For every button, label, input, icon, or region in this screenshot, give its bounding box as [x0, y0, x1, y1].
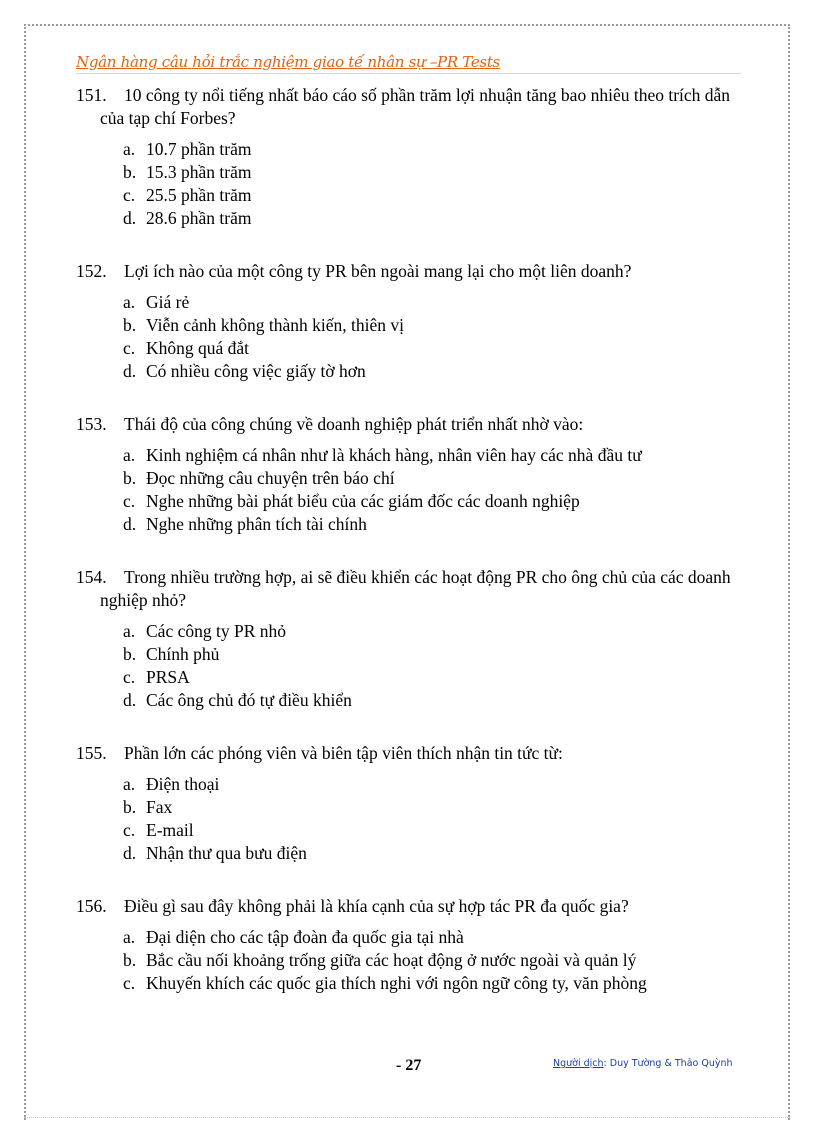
- option-letter: b.: [123, 162, 137, 182]
- option-letter: a.: [123, 445, 136, 465]
- answer-options: [76, 138, 751, 230]
- option-text: Giá rẻ: [146, 292, 190, 312]
- translator-label: Người dịch: [553, 1058, 604, 1069]
- answer-option: [123, 972, 751, 995]
- answer-option: [123, 643, 751, 666]
- page-number: - 27: [396, 1057, 422, 1074]
- question-text: 10 công ty nổi tiếng nhất báo cáo số phần trăm lợi nhuận tăng bao nhiêu theo trích dẫn của tạp chí Forbes?: [100, 85, 731, 128]
- option-letter: b.: [123, 797, 137, 817]
- option-letter: a.: [123, 927, 136, 947]
- answer-option: [123, 490, 751, 513]
- answer-option: [123, 337, 751, 360]
- page-header-title: Ngân hàng câu hỏi trắc nghiệm giao tế nhân sự –PR Tests: [76, 53, 741, 74]
- option-letter: d.: [123, 690, 137, 710]
- option-text: Đọc những câu chuyện trên báo chí: [146, 468, 395, 488]
- bottom-rule: [24, 1117, 790, 1118]
- question-text: Điều gì sau đây không phải là khía cạnh của sự hợp tác PR đa quốc gia?: [124, 896, 629, 916]
- answer-option: [123, 360, 751, 383]
- option-text: Nghe những bài phát biểu của các giám đốc các doanh nghiệp: [146, 491, 580, 511]
- answer-option: [123, 184, 751, 207]
- answer-option: [123, 842, 751, 865]
- question-stem: [76, 566, 751, 612]
- answer-options: [76, 291, 751, 383]
- question-text: Thái độ của công chúng về doanh nghiệp phát triển nhất nhờ vào:: [124, 414, 584, 434]
- option-text: Nghe những phân tích tài chính: [146, 514, 367, 534]
- option-text: Viễn cảnh không thành kiến, thiên vị: [146, 315, 404, 335]
- question-number: 154.: [76, 567, 107, 587]
- option-letter: b.: [123, 950, 137, 970]
- option-letter: b.: [123, 468, 137, 488]
- option-text: Đại diện cho các tập đoàn đa quốc gia tại nhà: [146, 927, 464, 947]
- option-text: 25.5 phần trăm: [146, 185, 252, 205]
- option-text: 10.7 phần trăm: [146, 139, 252, 159]
- option-text: Kinh nghiệm cá nhân như là khách hàng, nhân viên hay các nhà đầu tư: [146, 445, 642, 465]
- option-letter: c.: [123, 338, 136, 358]
- answer-option: [123, 666, 751, 689]
- option-text: Nhận thư qua bưu điện: [146, 843, 307, 863]
- option-text: Khuyến khích các quốc gia thích nghi với ngôn ngữ công ty, văn phòng: [146, 973, 647, 993]
- option-text: Điện thoại: [146, 774, 220, 794]
- question-stem: [76, 260, 751, 283]
- question-text: Phần lớn các phóng viên và biên tập viên thích nhận tin tức từ:: [124, 743, 563, 763]
- question-stem: [76, 84, 751, 130]
- question-number: 152.: [76, 261, 107, 281]
- answer-options: [76, 620, 751, 712]
- option-text: Có nhiều công việc giấy tờ hơn: [146, 361, 366, 381]
- answer-option: [123, 467, 751, 490]
- answer-options: [76, 444, 751, 536]
- answer-option: [123, 949, 751, 972]
- question-number: 155.: [76, 743, 107, 763]
- question-text: Trong nhiều trường hợp, ai sẽ điều khiển các hoạt động PR cho ông chủ của các doanh nghiệp nhỏ?: [100, 567, 731, 610]
- question-item: [76, 413, 751, 536]
- option-text: Bắc cầu nối khoảng trống giữa các hoạt động ở nước ngoài và quản lý: [146, 950, 637, 970]
- answer-option: [123, 796, 751, 819]
- answer-option: [123, 444, 751, 467]
- option-text: Không quá đắt: [146, 338, 250, 358]
- option-letter: a.: [123, 621, 136, 641]
- translator-names: : Duy Tường & Thảo Quỳnh: [603, 1058, 733, 1069]
- option-letter: c.: [123, 667, 136, 687]
- answer-option: [123, 689, 751, 712]
- option-letter: a.: [123, 139, 136, 159]
- question-stem: [76, 413, 751, 436]
- option-letter: c.: [123, 491, 136, 511]
- question-stem: [76, 742, 751, 765]
- question-number: 156.: [76, 896, 107, 916]
- answer-option: [123, 291, 751, 314]
- answer-option: [123, 926, 751, 949]
- answer-option: [123, 314, 751, 337]
- option-letter: d.: [123, 361, 137, 381]
- option-letter: d.: [123, 208, 137, 228]
- translator-credit: [553, 1058, 733, 1069]
- question-text: Lợi ích nào của một công ty PR bên ngoài mang lại cho một liên doanh?: [124, 261, 632, 281]
- question-item: [76, 895, 751, 995]
- answer-options: [76, 926, 751, 995]
- option-text: Các ông chủ đó tự điều khiển: [146, 690, 352, 710]
- answer-option: [123, 138, 751, 161]
- option-text: E-mail: [146, 820, 194, 840]
- option-text: 28.6 phần trăm: [146, 208, 252, 228]
- question-number: 151.: [76, 85, 107, 105]
- option-letter: a.: [123, 292, 136, 312]
- option-text: PRSA: [146, 667, 190, 687]
- answer-options: [76, 773, 751, 865]
- answer-option: [123, 161, 751, 184]
- option-letter: c.: [123, 973, 136, 993]
- question-stem: [76, 895, 751, 918]
- option-text: Các công ty PR nhỏ: [146, 621, 286, 641]
- answer-option: [123, 207, 751, 230]
- answer-option: [123, 773, 751, 796]
- option-text: Chính phủ: [146, 644, 220, 664]
- answer-option: [123, 620, 751, 643]
- option-text: Fax: [146, 797, 173, 817]
- option-letter: d.: [123, 843, 137, 863]
- question-item: [76, 84, 751, 230]
- option-letter: a.: [123, 774, 136, 794]
- answer-option: [123, 513, 751, 536]
- option-letter: b.: [123, 315, 137, 335]
- option-letter: d.: [123, 514, 137, 534]
- question-list: [76, 84, 751, 1025]
- answer-option: [123, 819, 751, 842]
- question-item: [76, 566, 751, 712]
- question-item: [76, 742, 751, 865]
- option-letter: b.: [123, 644, 137, 664]
- option-text: 15.3 phần trăm: [146, 162, 252, 182]
- option-letter: c.: [123, 820, 136, 840]
- question-number: 153.: [76, 414, 107, 434]
- question-item: [76, 260, 751, 383]
- option-letter: c.: [123, 185, 136, 205]
